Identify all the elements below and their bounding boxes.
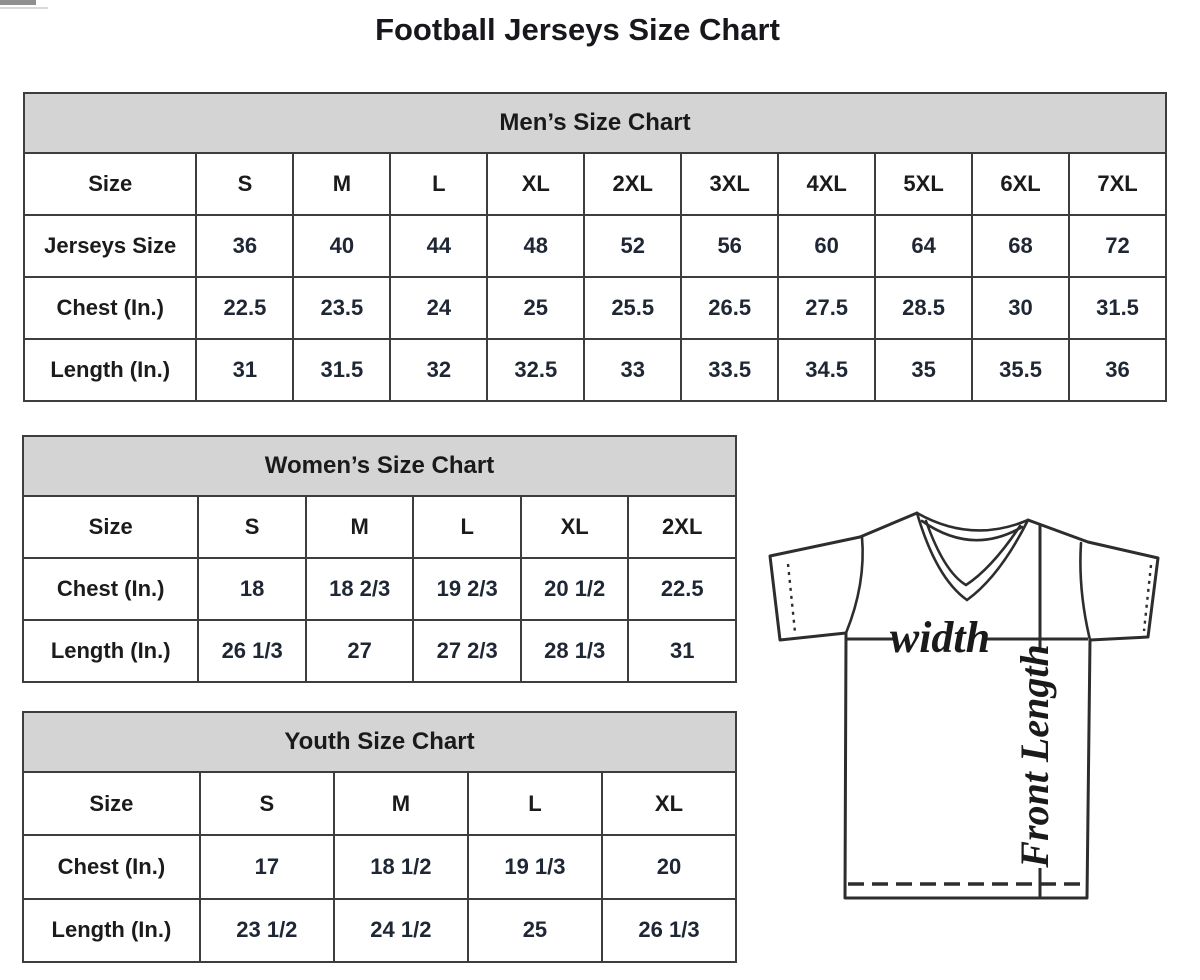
value-cell: 20 — [602, 835, 736, 898]
value-cell: 25.5 — [584, 277, 681, 339]
size-column-header: XL — [521, 496, 629, 558]
value-cell: 26 1/3 — [198, 620, 306, 682]
value-cell: 24 1/2 — [334, 899, 468, 962]
value-cell: 26.5 — [681, 277, 778, 339]
table-row — [23, 899, 736, 962]
value-cell: 36 — [1069, 339, 1166, 401]
row-label: Length (In.) — [24, 339, 196, 401]
table-title: Women’s Size Chart — [23, 436, 736, 496]
value-cell: 52 — [584, 215, 681, 277]
value-cell: 22.5 — [628, 558, 736, 620]
table-row — [24, 277, 1166, 339]
value-cell: 31 — [628, 620, 736, 682]
size-column-header: L — [413, 496, 521, 558]
value-cell: 30 — [972, 277, 1069, 339]
row-label: Length (In.) — [23, 899, 200, 962]
value-cell: 23 1/2 — [200, 899, 334, 962]
size-column-header: S — [200, 772, 334, 835]
youth-size-chart — [22, 711, 737, 963]
size-column-header: XL — [487, 153, 584, 215]
value-cell: 35.5 — [972, 339, 1069, 401]
size-column-header: L — [390, 153, 487, 215]
left-cuff-dashed-line — [788, 564, 795, 632]
value-cell: 24 — [390, 277, 487, 339]
jersey-right-sleeve-seam — [1080, 543, 1090, 640]
value-cell: 40 — [293, 215, 390, 277]
row-label: Chest (In.) — [23, 558, 198, 620]
jersey-left-sleeve-seam — [846, 537, 863, 633]
scan-artifact — [0, 0, 36, 5]
size-column-header: L — [468, 772, 602, 835]
size-column-header: 2XL — [628, 496, 736, 558]
value-cell: 18 1/2 — [334, 835, 468, 898]
size-column-header: 5XL — [875, 153, 972, 215]
mens-size-chart — [23, 92, 1167, 402]
size-column-header: M — [306, 496, 414, 558]
table-title-row — [23, 712, 736, 772]
value-cell: 60 — [778, 215, 875, 277]
value-cell: 68 — [972, 215, 1069, 277]
size-header-row — [24, 153, 1166, 215]
size-column-header: S — [198, 496, 306, 558]
size-header-row — [23, 496, 736, 558]
value-cell: 56 — [681, 215, 778, 277]
value-cell: 25 — [487, 277, 584, 339]
value-cell: 33 — [584, 339, 681, 401]
youth-size-chart-table — [22, 711, 737, 963]
value-cell: 19 1/3 — [468, 835, 602, 898]
value-cell: 18 2/3 — [306, 558, 414, 620]
value-cell: 31 — [196, 339, 293, 401]
value-cell: 27.5 — [778, 277, 875, 339]
value-cell: 31.5 — [1069, 277, 1166, 339]
size-column-header: S — [196, 153, 293, 215]
size-column-header: 2XL — [584, 153, 681, 215]
value-cell: 36 — [196, 215, 293, 277]
value-cell: 33.5 — [681, 339, 778, 401]
front-length-label: Front Length — [1012, 644, 1058, 868]
value-cell: 22.5 — [196, 277, 293, 339]
value-cell: 31.5 — [293, 339, 390, 401]
value-cell: 27 — [306, 620, 414, 682]
scan-artifact-line — [0, 7, 48, 9]
jersey-measurement-diagram — [750, 480, 1200, 978]
size-row-label: Size — [23, 772, 200, 835]
table-title: Youth Size Chart — [23, 712, 736, 772]
mens-size-chart-table — [23, 92, 1167, 402]
value-cell: 26 1/3 — [602, 899, 736, 962]
value-cell: 72 — [1069, 215, 1166, 277]
size-column-header: 3XL — [681, 153, 778, 215]
table-row — [24, 339, 1166, 401]
width-label: width — [889, 613, 991, 662]
table-row — [23, 558, 736, 620]
value-cell: 44 — [390, 215, 487, 277]
row-label: Chest (In.) — [24, 277, 196, 339]
value-cell: 20 1/2 — [521, 558, 629, 620]
size-column-header: 4XL — [778, 153, 875, 215]
value-cell: 28 1/3 — [521, 620, 629, 682]
size-column-header: XL — [602, 772, 736, 835]
size-column-header: 6XL — [972, 153, 1069, 215]
value-cell: 35 — [875, 339, 972, 401]
jersey-illustration — [750, 480, 1200, 978]
size-column-header: M — [334, 772, 468, 835]
value-cell: 32.5 — [487, 339, 584, 401]
row-label: Jerseys Size — [24, 215, 196, 277]
value-cell: 64 — [875, 215, 972, 277]
value-cell: 32 — [390, 339, 487, 401]
value-cell: 28.5 — [875, 277, 972, 339]
table-title: Men’s Size Chart — [24, 93, 1166, 153]
size-column-header: 7XL — [1069, 153, 1166, 215]
size-row-label: Size — [23, 496, 198, 558]
womens-size-chart — [22, 435, 737, 683]
table-title-row — [24, 93, 1166, 153]
size-column-header: M — [293, 153, 390, 215]
value-cell: 19 2/3 — [413, 558, 521, 620]
womens-size-chart-table — [22, 435, 737, 683]
size-header-row — [23, 772, 736, 835]
table-row — [24, 215, 1166, 277]
table-row — [23, 620, 736, 682]
table-title-row — [23, 436, 736, 496]
row-label: Length (In.) — [23, 620, 198, 682]
value-cell: 27 2/3 — [413, 620, 521, 682]
size-row-label: Size — [24, 153, 196, 215]
jersey-right-sleeve — [1028, 520, 1158, 640]
value-cell: 25 — [468, 899, 602, 962]
table-row — [23, 835, 736, 898]
value-cell: 18 — [198, 558, 306, 620]
value-cell: 17 — [200, 835, 334, 898]
page-title: Football Jerseys Size Chart — [375, 12, 780, 47]
value-cell: 23.5 — [293, 277, 390, 339]
value-cell: 48 — [487, 215, 584, 277]
row-label: Chest (In.) — [23, 835, 200, 898]
value-cell: 34.5 — [778, 339, 875, 401]
